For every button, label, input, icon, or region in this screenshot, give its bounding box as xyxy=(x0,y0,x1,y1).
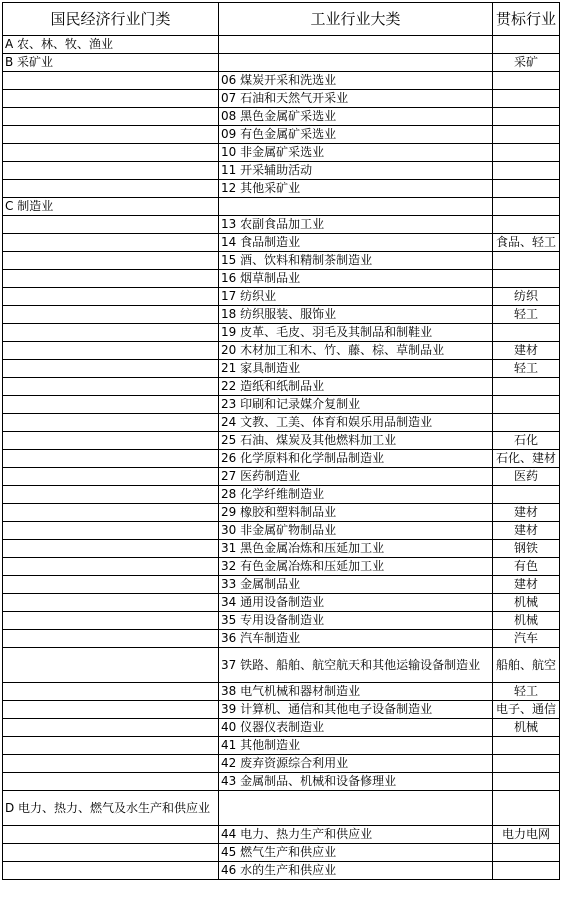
standard-cell: 轻工 xyxy=(493,683,560,701)
table-row xyxy=(3,862,560,880)
sector-cell xyxy=(3,844,219,862)
table-row xyxy=(3,594,560,612)
category-cell: 15 酒、饮料和精制茶制造业 xyxy=(219,252,493,270)
standard-cell: 采矿 xyxy=(493,54,560,72)
sector-cell xyxy=(3,683,219,701)
standard-cell: 医药 xyxy=(493,468,560,486)
category-cell: 23 印刷和记录媒介复制业 xyxy=(219,396,493,414)
category-cell: 11 开采辅助活动 xyxy=(219,162,493,180)
standard-cell: 钢铁 xyxy=(493,540,560,558)
table-row xyxy=(3,342,560,360)
sector-cell xyxy=(3,144,219,162)
standard-cell xyxy=(493,252,560,270)
sector-cell xyxy=(3,701,219,719)
category-cell: 07 石油和天然气开采业 xyxy=(219,90,493,108)
category-cell: 31 黑色金属冶炼和压延加工业 xyxy=(219,540,493,558)
table-row xyxy=(3,683,560,701)
table-row xyxy=(3,450,560,468)
category-cell: 06 煤炭开采和洗选业 xyxy=(219,72,493,90)
category-cell: 10 非金属矿采选业 xyxy=(219,144,493,162)
category-cell: 08 黑色金属矿采选业 xyxy=(219,108,493,126)
table-row xyxy=(3,198,560,216)
category-cell: 43 金属制品、机械和设备修理业 xyxy=(219,773,493,791)
table-row xyxy=(3,648,560,683)
standard-cell xyxy=(493,108,560,126)
standard-cell xyxy=(493,396,560,414)
sector-cell xyxy=(3,234,219,252)
category-cell: 26 化学原料和化学制品制造业 xyxy=(219,450,493,468)
standard-cell: 石化、建材 xyxy=(493,450,560,468)
table-row xyxy=(3,144,560,162)
sector-cell xyxy=(3,360,219,378)
sector-cell xyxy=(3,576,219,594)
standard-cell xyxy=(493,791,560,826)
table-row xyxy=(3,324,560,342)
category-cell: 32 有色金属冶炼和压延加工业 xyxy=(219,558,493,576)
standard-cell xyxy=(493,72,560,90)
sector-cell xyxy=(3,612,219,630)
table-row xyxy=(3,612,560,630)
standard-cell: 汽车 xyxy=(493,630,560,648)
sector-cell xyxy=(3,522,219,540)
standard-cell: 建材 xyxy=(493,504,560,522)
category-cell: 27 医药制造业 xyxy=(219,468,493,486)
table-row xyxy=(3,504,560,522)
category-cell: 19 皮革、毛皮、羽毛及其制品和制鞋业 xyxy=(219,324,493,342)
category-cell: 14 食品制造业 xyxy=(219,234,493,252)
table-row xyxy=(3,216,560,234)
category-cell: 20 木材加工和木、竹、藤、棕、草制品业 xyxy=(219,342,493,360)
sector-cell xyxy=(3,504,219,522)
table-row xyxy=(3,162,560,180)
sector-cell xyxy=(3,162,219,180)
table-row xyxy=(3,360,560,378)
category-cell: 46 水的生产和供应业 xyxy=(219,862,493,880)
category-cell xyxy=(219,198,493,216)
table-row xyxy=(3,826,560,844)
category-cell: 16 烟草制品业 xyxy=(219,270,493,288)
sector-cell xyxy=(3,558,219,576)
standard-cell xyxy=(493,324,560,342)
category-cell: 09 有色金属矿采选业 xyxy=(219,126,493,144)
standard-cell: 船舶、航空 xyxy=(493,648,560,683)
standard-cell: 建材 xyxy=(493,522,560,540)
header-standard-industry: 贯标行业 xyxy=(493,3,560,36)
table-row xyxy=(3,90,560,108)
category-cell: 38 电气机械和器材制造业 xyxy=(219,683,493,701)
category-cell: 39 计算机、通信和其他电子设备制造业 xyxy=(219,701,493,719)
category-cell: 24 文教、工美、体育和娱乐用品制造业 xyxy=(219,414,493,432)
category-cell: 25 石油、煤炭及其他燃料加工业 xyxy=(219,432,493,450)
standard-cell: 机械 xyxy=(493,719,560,737)
standard-cell xyxy=(493,144,560,162)
sector-cell xyxy=(3,486,219,504)
table-row xyxy=(3,576,560,594)
table-row xyxy=(3,306,560,324)
standard-cell xyxy=(493,737,560,755)
sector-cell xyxy=(3,108,219,126)
standard-cell xyxy=(493,844,560,862)
sector-cell xyxy=(3,378,219,396)
sector-cell xyxy=(3,252,219,270)
table-row xyxy=(3,468,560,486)
table-row xyxy=(3,773,560,791)
standard-cell: 机械 xyxy=(493,594,560,612)
table-row xyxy=(3,719,560,737)
category-cell: 33 金属制品业 xyxy=(219,576,493,594)
sector-cell xyxy=(3,630,219,648)
table-row xyxy=(3,234,560,252)
category-cell: 30 非金属矿物制品业 xyxy=(219,522,493,540)
category-cell xyxy=(219,791,493,826)
header-national-sector: 国民经济行业门类 xyxy=(3,3,219,36)
industry-table-container xyxy=(2,2,560,880)
standard-cell: 食品、轻工 xyxy=(493,234,560,252)
category-cell: 28 化学纤维制造业 xyxy=(219,486,493,504)
sector-cell xyxy=(3,342,219,360)
category-cell: 41 其他制造业 xyxy=(219,737,493,755)
table-row xyxy=(3,36,560,54)
sector-cell xyxy=(3,468,219,486)
sector-cell xyxy=(3,862,219,880)
header-industrial-category: 工业行业大类 xyxy=(219,3,493,36)
sector-cell: A 农、林、牧、渔业 xyxy=(3,36,219,54)
sector-cell xyxy=(3,288,219,306)
sector-cell xyxy=(3,450,219,468)
standard-cell xyxy=(493,90,560,108)
table-header-row xyxy=(3,3,560,36)
standard-cell: 建材 xyxy=(493,576,560,594)
standard-cell xyxy=(493,486,560,504)
standard-cell xyxy=(493,862,560,880)
sector-cell xyxy=(3,306,219,324)
sector-cell xyxy=(3,270,219,288)
category-cell: 29 橡胶和塑料制品业 xyxy=(219,504,493,522)
sector-cell xyxy=(3,594,219,612)
category-cell: 36 汽车制造业 xyxy=(219,630,493,648)
table-row xyxy=(3,432,560,450)
table-row xyxy=(3,844,560,862)
standard-cell: 轻工 xyxy=(493,306,560,324)
sector-cell xyxy=(3,755,219,773)
standard-cell xyxy=(493,36,560,54)
sector-cell xyxy=(3,737,219,755)
sector-cell xyxy=(3,90,219,108)
category-cell: 22 造纸和纸制品业 xyxy=(219,378,493,396)
sector-cell xyxy=(3,126,219,144)
category-cell: 42 废弃资源综合利用业 xyxy=(219,755,493,773)
category-cell: 12 其他采矿业 xyxy=(219,180,493,198)
sector-cell xyxy=(3,414,219,432)
standard-cell: 电子、通信 xyxy=(493,701,560,719)
standard-cell: 建材 xyxy=(493,342,560,360)
sector-cell xyxy=(3,72,219,90)
standard-cell: 轻工 xyxy=(493,360,560,378)
standard-cell xyxy=(493,773,560,791)
table-row xyxy=(3,701,560,719)
category-cell: 40 仪器仪表制造业 xyxy=(219,719,493,737)
table-row xyxy=(3,396,560,414)
category-cell: 37 铁路、船舶、航空航天和其他运输设备制造业 xyxy=(219,648,493,683)
sector-cell xyxy=(3,719,219,737)
table-row xyxy=(3,378,560,396)
table-row xyxy=(3,630,560,648)
standard-cell xyxy=(493,378,560,396)
standard-cell xyxy=(493,180,560,198)
table-row xyxy=(3,791,560,826)
table-row xyxy=(3,737,560,755)
table-row xyxy=(3,755,560,773)
sector-cell xyxy=(3,216,219,234)
table-row xyxy=(3,270,560,288)
category-cell: 44 电力、热力生产和供应业 xyxy=(219,826,493,844)
table-row xyxy=(3,252,560,270)
sector-cell xyxy=(3,324,219,342)
category-cell xyxy=(219,54,493,72)
standard-cell xyxy=(493,755,560,773)
category-cell: 18 纺织服装、服饰业 xyxy=(219,306,493,324)
standard-cell xyxy=(493,198,560,216)
category-cell: 17 纺织业 xyxy=(219,288,493,306)
sector-cell xyxy=(3,648,219,683)
standard-cell: 电力电网 xyxy=(493,826,560,844)
sector-cell: B 采矿业 xyxy=(3,54,219,72)
standard-cell: 机械 xyxy=(493,612,560,630)
table-body xyxy=(3,36,560,880)
standard-cell xyxy=(493,162,560,180)
table-row xyxy=(3,108,560,126)
table-row xyxy=(3,486,560,504)
sector-cell xyxy=(3,773,219,791)
table-row xyxy=(3,414,560,432)
table-row xyxy=(3,72,560,90)
standard-cell xyxy=(493,126,560,144)
category-cell: 13 农副食品加工业 xyxy=(219,216,493,234)
standard-cell xyxy=(493,414,560,432)
category-cell: 35 专用设备制造业 xyxy=(219,612,493,630)
sector-cell xyxy=(3,396,219,414)
sector-cell: D 电力、热力、燃气及水生产和供应业 xyxy=(3,791,219,826)
table-row xyxy=(3,54,560,72)
sector-cell xyxy=(3,432,219,450)
table-row xyxy=(3,540,560,558)
industry-classification-table xyxy=(2,2,560,880)
table-row xyxy=(3,522,560,540)
category-cell: 45 燃气生产和供应业 xyxy=(219,844,493,862)
category-cell xyxy=(219,36,493,54)
standard-cell xyxy=(493,270,560,288)
table-row xyxy=(3,288,560,306)
sector-cell xyxy=(3,180,219,198)
category-cell: 21 家具制造业 xyxy=(219,360,493,378)
standard-cell xyxy=(493,216,560,234)
table-row xyxy=(3,558,560,576)
standard-cell: 有色 xyxy=(493,558,560,576)
sector-cell xyxy=(3,540,219,558)
standard-cell: 石化 xyxy=(493,432,560,450)
category-cell: 34 通用设备制造业 xyxy=(219,594,493,612)
table-row xyxy=(3,126,560,144)
sector-cell xyxy=(3,826,219,844)
sector-cell: C 制造业 xyxy=(3,198,219,216)
standard-cell: 纺织 xyxy=(493,288,560,306)
table-row xyxy=(3,180,560,198)
